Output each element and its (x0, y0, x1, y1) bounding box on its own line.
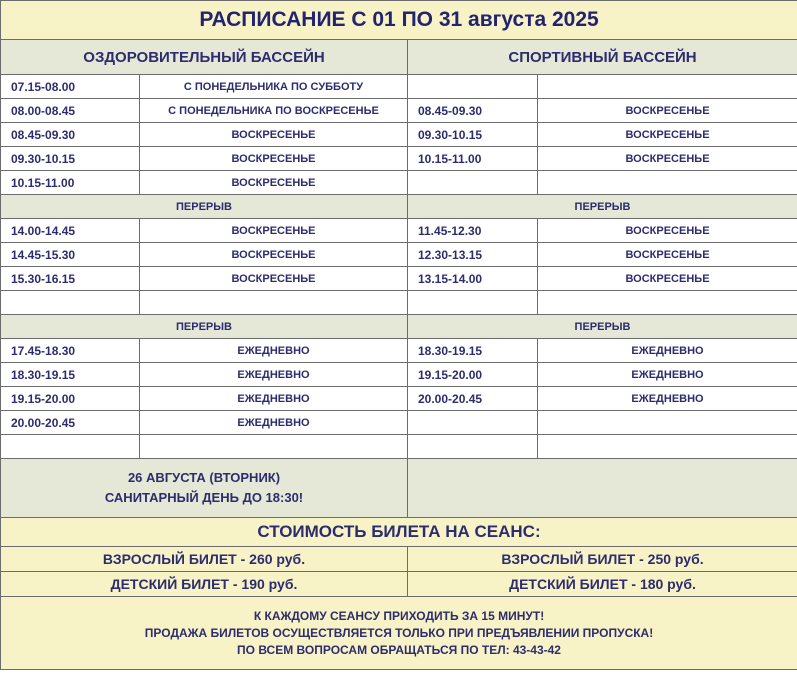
sport-pool-days: ЕЖЕДНЕВНО (538, 339, 797, 363)
sport-pool-days: ВОСКРЕСЕНЬЕ (538, 243, 797, 267)
child-price-row (1, 572, 797, 597)
sport-pool-time: 08.45-09.30 (408, 99, 538, 123)
health-pool-time: 14.45-15.30 (1, 243, 140, 267)
sport-pool-time: 18.30-19.15 (408, 339, 538, 363)
health-pool-days: С ПОНЕДЕЛЬНИКА ПО ВОСКРЕСЕНЬЕ (140, 99, 408, 123)
sport-pool-break-label: ПЕРЕРЫВ (408, 315, 797, 339)
sport-pool-days: ВОСКРЕСЕНЬЕ (538, 219, 797, 243)
schedule-row (1, 291, 797, 315)
schedule-row (1, 387, 797, 411)
page-title: РАСПИСАНИЕ С 01 ПО 31 августа 2025 (1, 1, 797, 40)
health-pool-child-price: ДЕТСКИЙ БИЛЕТ - 190 руб. (1, 572, 408, 597)
health-pool-days: ВОСКРЕСЕНЬЕ (140, 219, 408, 243)
pool-header-row (1, 40, 797, 75)
health-pool-days: ВОСКРЕСЕНЬЕ (140, 267, 408, 291)
schedule-row (1, 339, 797, 363)
sport-pool-days (538, 435, 797, 459)
schedule-row (1, 411, 797, 435)
sport-pool-days (538, 411, 797, 435)
notice-row (1, 459, 797, 518)
sport-pool-days: ЕЖЕДНЕВНО (538, 363, 797, 387)
sport-pool-time (408, 291, 538, 315)
schedule-row (1, 147, 797, 171)
sport-pool-days: ВОСКРЕСЕНЬЕ (538, 123, 797, 147)
sport-pool-header: СПОРТИВНЫЙ БАССЕЙН (408, 40, 797, 75)
health-pool-time: 08.45-09.30 (1, 123, 140, 147)
schedule-row (1, 363, 797, 387)
health-pool-days: ЕЖЕДНЕВНО (140, 411, 408, 435)
schedule-row (1, 75, 797, 99)
price-title: СТОИМОСТЬ БИЛЕТА НА СЕАНС: (1, 518, 797, 547)
health-pool-time: 19.15-20.00 (1, 387, 140, 411)
health-pool-days: С ПОНЕДЕЛЬНИКА ПО СУББОТУ (140, 75, 408, 99)
health-pool-days: ЕЖЕДНЕВНО (140, 363, 408, 387)
sport-pool-days (538, 291, 797, 315)
health-pool-time: 10.15-11.00 (1, 171, 140, 195)
footer-line-3: ПО ВСЕМ ВОПРОСАМ ОБРАЩАТЬСЯ ПО ТЕЛ: 43-43-42 (237, 642, 561, 657)
notice-line-1: 26 АВГУСТА (ВТОРНИК) (127, 470, 281, 485)
health-pool-time: 17.45-18.30 (1, 339, 140, 363)
sport-pool-days (538, 75, 797, 99)
health-pool-time (1, 291, 140, 315)
adult-price-row (1, 547, 797, 572)
sport-pool-time: 10.15-11.00 (408, 147, 538, 171)
sport-pool-time (408, 411, 538, 435)
sport-pool-break-label: ПЕРЕРЫВ (408, 195, 797, 219)
health-pool-days: ВОСКРЕСЕНЬЕ (140, 243, 408, 267)
schedule-row (1, 243, 797, 267)
sport-pool-time (408, 435, 538, 459)
health-pool-days: ЕЖЕДНЕВНО (140, 387, 408, 411)
sport-pool-child-price: ДЕТСКИЙ БИЛЕТ - 180 руб. (408, 572, 797, 597)
health-pool-days: ВОСКРЕСЕНЬЕ (140, 171, 408, 195)
schedule-row (1, 267, 797, 291)
sport-pool-time: 11.45-12.30 (408, 219, 538, 243)
schedule-row (1, 219, 797, 243)
health-pool-time: 08.00-08.45 (1, 99, 140, 123)
sport-pool-days (538, 171, 797, 195)
health-pool-header: ОЗДОРОВИТЕЛЬНЫЙ БАССЕЙН (1, 40, 408, 75)
health-pool-days: ВОСКРЕСЕНЬЕ (140, 147, 408, 171)
schedule-row (1, 435, 797, 459)
sport-pool-time: 20.00-20.45 (408, 387, 538, 411)
notice-line-2: САНИТАРНЫЙ ДЕНЬ ДО 18:30! (104, 490, 304, 505)
schedule-row (1, 123, 797, 147)
sport-pool-time (408, 75, 538, 99)
health-pool-time (1, 435, 140, 459)
footer-line-2: ПРОДАЖА БИЛЕТОВ ОСУЩЕСТВЛЯЕТСЯ ТОЛЬКО ПРИ ПРЕДЪЯВЛЕНИИ ПРОПУСКА! (144, 625, 654, 640)
health-pool-time: 14.00-14.45 (1, 219, 140, 243)
sport-pool-time: 12.30-13.15 (408, 243, 538, 267)
sport-pool-days: ВОСКРЕСЕНЬЕ (538, 267, 797, 291)
notice-empty-cell (408, 459, 797, 518)
footer-notes (1, 597, 797, 670)
health-pool-days: ВОСКРЕСЕНЬЕ (140, 123, 408, 147)
footer-line-1: К КАЖДОМУ СЕАНСУ ПРИХОДИТЬ ЗА 15 МИНУТ! (253, 608, 545, 623)
schedule-row (1, 171, 797, 195)
sport-pool-time: 09.30-10.15 (408, 123, 538, 147)
sport-pool-days: ВОСКРЕСЕНЬЕ (538, 147, 797, 171)
price-title-row (1, 518, 797, 547)
break-row (1, 315, 797, 339)
health-pool-time: 09.30-10.15 (1, 147, 140, 171)
footer-row (1, 597, 797, 670)
sport-pool-adult-price: ВЗРОСЛЫЙ БИЛЕТ - 250 руб. (408, 547, 797, 572)
schedule-row (1, 99, 797, 123)
sport-pool-days: ВОСКРЕСЕНЬЕ (538, 99, 797, 123)
sport-pool-time: 13.15-14.00 (408, 267, 538, 291)
health-pool-adult-price: ВЗРОСЛЫЙ БИЛЕТ - 260 руб. (1, 547, 408, 572)
health-pool-time: 15.30-16.15 (1, 267, 140, 291)
health-pool-break-label: ПЕРЕРЫВ (1, 315, 408, 339)
health-pool-time: 18.30-19.15 (1, 363, 140, 387)
sanitary-day-notice (1, 459, 408, 518)
sport-pool-days: ЕЖЕДНЕВНО (538, 387, 797, 411)
health-pool-time: 07.15-08.00 (1, 75, 140, 99)
health-pool-days (140, 435, 408, 459)
sport-pool-time: 19.15-20.00 (408, 363, 538, 387)
health-pool-days: ЕЖЕДНЕВНО (140, 339, 408, 363)
break-row (1, 195, 797, 219)
sport-pool-time (408, 171, 538, 195)
health-pool-time: 20.00-20.45 (1, 411, 140, 435)
health-pool-break-label: ПЕРЕРЫВ (1, 195, 408, 219)
health-pool-days (140, 291, 408, 315)
title-row (1, 1, 797, 40)
